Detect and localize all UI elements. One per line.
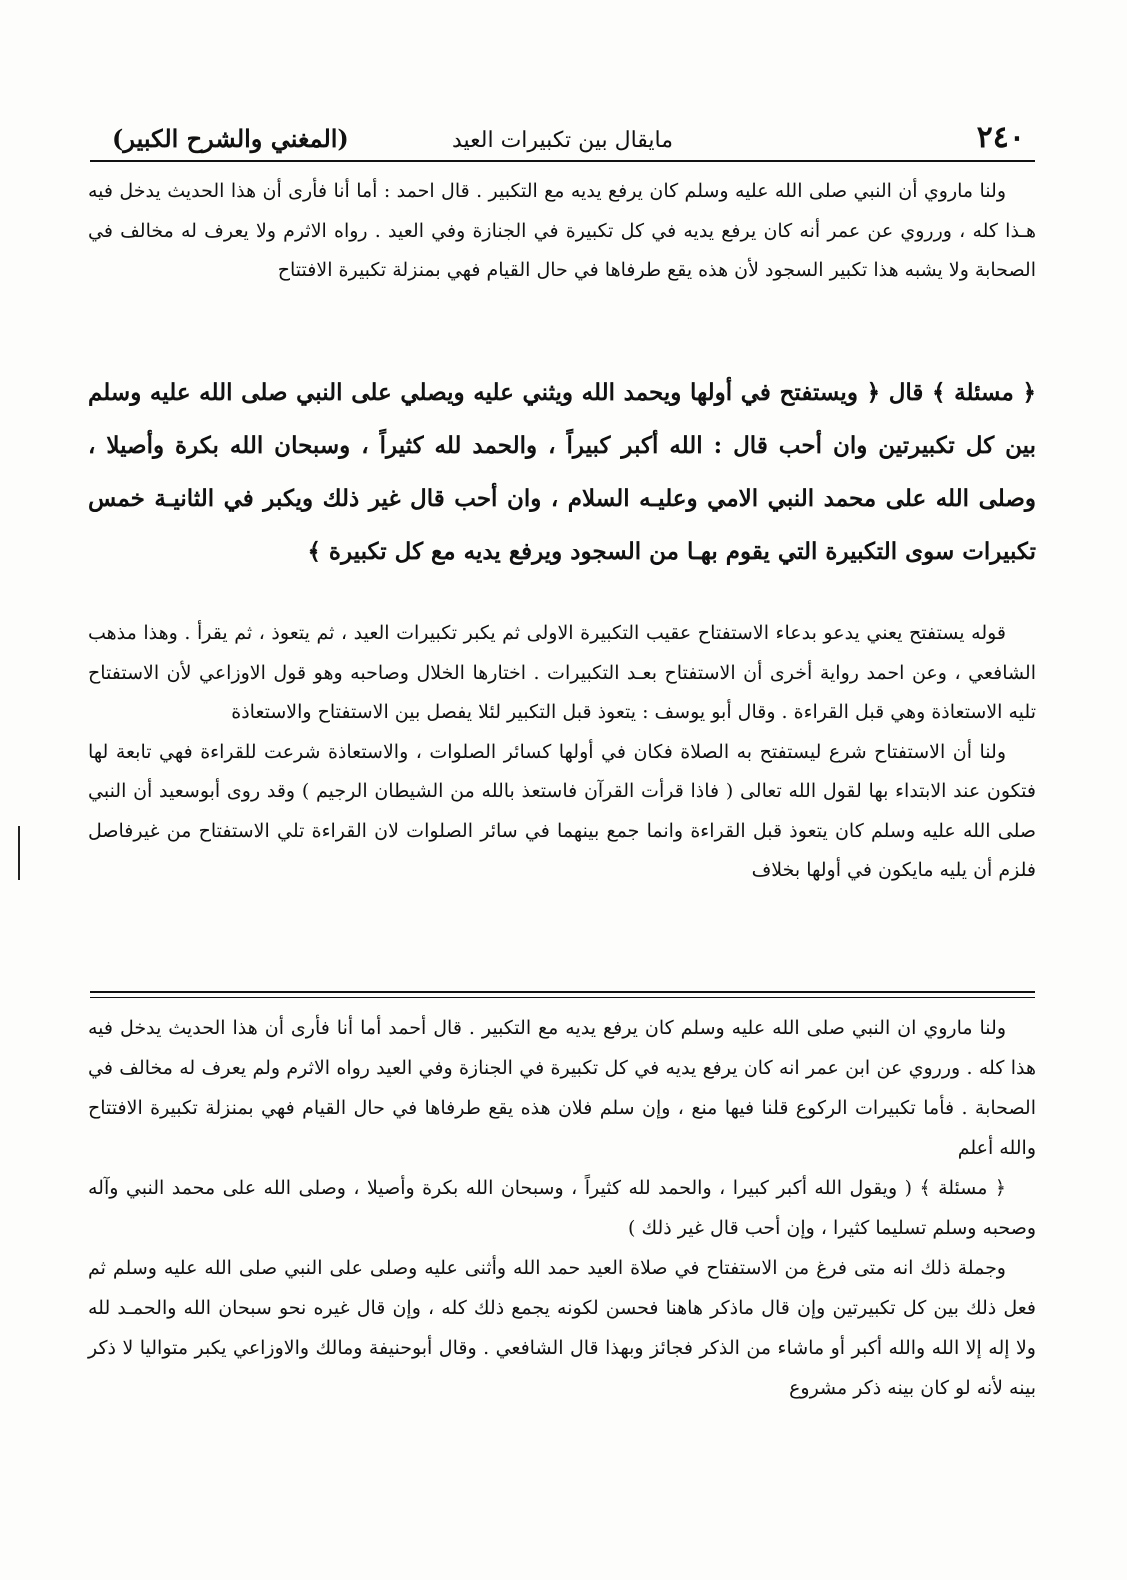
paragraph: ولنا ماروي أن النبي صلى الله عليه وسلم كان يرفع يديه مع التكبير . قال احمد : أما أنا فأرى أن هذا الحديث يدخل فيه هـذا كله ، ورروي عن عمر أنه كان يرفع يديه في كل تكبيرة في الجنازة وفي العيد . رواه الاثرم ولا يعرف له مخالف في الصحابة ولا يشبه هذا تكبير السجود لأن هذه يقع طرفاها في حال القيام فهي بمنزلة تكبيرة الافتتاح <box>88 180 1036 281</box>
section-divider <box>90 991 1035 993</box>
paragraph: ولنا ماروي ان النبي صلى الله عليه وسلم كان يرفع يديه مع التكبير . قال أحمد أما أنا فأرى أن هذا الحديث يدخل فيه هذا كله . ورروي عن ابن عمر انه كان يرفع يديه في كل تكبيرة في الجنازة وفي العيد رواه الاثرم ولم يعرف له مخالف في الصحابة . فأما تكبيرات الركوع قلنا فيها منع ، وإن سلم فلان هذه يقع طرفاها في حال القيام فهي بمنزلة تكبيرة الافتتاح والله أعلم <box>88 1017 1036 1159</box>
text-block-2 <box>88 614 1036 891</box>
section-divider-thin <box>90 997 1035 998</box>
masala-block <box>88 366 1036 578</box>
masala-paragraph: ﴿ مسئلة ﴾ قال ﴿ ويستفتح في أولها ويحمد الله ويثني عليه ويصلي على النبي صلى الله عليه وسلم بين كل تكبيرتين وان أحب قال : الله أكبر كبيراً ، والحمد لله كثيراً ، وسبحان الله بكرة وأصيلا ، وصلى الله على محمد النبي الامي وعليـه السلام ، وان أحب قال غير ذلك ويكبر في الثانيـة خمس تكبيرات سوى التكبيرة التي يقوم بهـا من السجود ويرفع يديه مع كل تكبيرة ﴾ <box>88 379 1036 565</box>
page-header <box>90 118 1035 162</box>
page-number: ٢٤٠ <box>976 120 1025 155</box>
header-rule <box>90 160 1035 162</box>
text-block-1 <box>88 172 1036 291</box>
paragraph: وجملة ذلك انه متى فرغ من الاستفتاح في صلاة العيد حمد الله وأثنى عليه وصلى على النبي صلى الله عليه وسلم ثم فعل ذلك بين كل تكبيرتين وإن قال ماذكر هاهنا فحسن لكونه يجمع ذلك كله ، وإن قال غيره نحو سبحان الله والحمـد لله ولا إله إلا الله والله أكبر أو ماشاء من الذكر فجائز وبهذا قال الشافعي . وقال أبوحنيفة ومالك والاوزاعي يكبر متواليا لا ذكر بينه لأنه لو كان بينه ذكر مشروع <box>88 1257 1036 1399</box>
running-title: مايقال بين تكبيرات العيد <box>451 128 674 153</box>
paragraph: ولنا أن الاستفتاح شرع ليستفتح به الصلاة فكان في أولها كسائر الصلوات ، والاستعاذة شرعت للقراءة فهي تابعة لها فتكون عند الابتداء بها لقول الله تعالى ( فاذا قرأت القرآن فاستعذ بالله من الشيطان الرجيم ) وقد روى أبوسعيد أن النبي صلى الله عليه وسلم كان يتعوذ قبل القراءة وانما جمع بينهما في سائر الصلوات لان القراءة تلي الاستفتاح من غيرفاصل فلزم أن يليه مايكون في أولها بخلاف <box>88 740 1036 881</box>
book-title: (المغني والشرح الكبير) <box>112 124 349 153</box>
paragraph: ﴿ مسئلة ﴾ ( ويقول الله أكبر كبيرا ، والحمد لله كثيراً ، وسبحان الله بكرة وأصيلا ، وصلى الله على محمد النبي وآله وصحبه وسلم تسليما كثيرا ، وإن أحب قال غير ذلك ) <box>88 1177 1036 1239</box>
margin-mark <box>18 826 20 880</box>
paragraph: قوله يستفتح يعني يدعو بدعاء الاستفتاح عقيب التكبيرة الاولى ثم يكبر تكبيرات العيد ، ثم يتعوذ ، ثم يقرأ . وهذا مذهب الشافعي ، وعن احمد رواية أخرى أن الاستفتاح بعـد التكبيرات . اختارها الخلال وصاحبه وهو قول الاوزاعي لأن الاستفتاح تليه الاستعاذة وهي قبل القراءة . وقال أبو يوسف : يتعوذ قبل التكبير لئلا يفصل بين الاستفتاح والاستعاذة <box>88 622 1036 723</box>
sharh-block <box>88 1008 1036 1408</box>
